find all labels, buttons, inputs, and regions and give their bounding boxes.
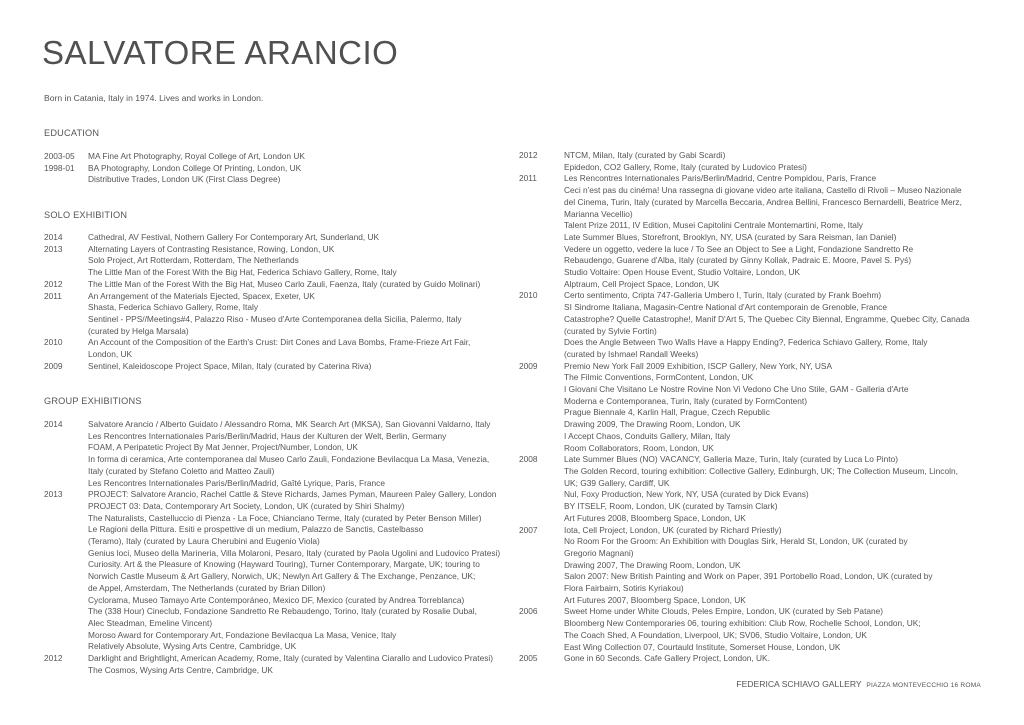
entry-text: MA Fine Art Photography, Royal College of Art, London UK [88,151,305,161]
entry-year: 2012 [44,653,63,664]
entry-text: Late Summer Blues (NO) VACANCY, Galleria Maze, Turin, Italy (curated by Luca Lo Pinto) [564,454,899,465]
entry-year [44,454,88,466]
entry-text: PROJECT: Salvatore Arancio, Rachel Cattle & Steve Richards, James Pyman, Maureen Paley Gallery, London [88,489,497,500]
cv-entry [519,337,989,349]
cv-entry [44,244,510,256]
cv-entry [519,314,989,326]
cv-entry [519,454,989,466]
cv-entry [519,606,989,618]
entry-text: Les Rencontres Internationales Paris/Berlin/Madrid, Gaîté Lyrique, Paris, France [88,477,385,488]
entry-text: The Filmic Conventions, FormContent, London, UK [564,372,754,383]
cv-entry [44,326,510,338]
entry-text: Ceci n'est pas du cinéma! Una rassegna di giovane video arte italiana, Castello di Rivoli – Museo Nazionale [564,185,962,196]
entry-text: Flora Fairbairn, Sotiris Kyriakou) [564,583,684,594]
entry-year [519,220,564,232]
entry-year [519,443,564,455]
cv-entry [44,489,510,501]
cv-entry [519,290,989,302]
entry-year [519,244,564,256]
cv-entry [519,466,989,478]
cv-entry [44,653,510,665]
entry-text: Art Futures 2007, Bloomberg Space, London, UK [564,594,746,605]
entry-text: Relatively Absolute, Wysing Arts Centre, Cambridge, UK [88,641,297,652]
cv-entry [44,279,510,291]
entry-text: Salvatore Arancio / Alberto Guidato / Alessandro Roma, MK Search Art (MKSA), San Giovanni Valdarno, Italy [88,419,491,429]
cv-entry [44,548,510,560]
entry-year [519,372,564,384]
entry-year: 2009 [519,360,538,371]
entry-year [44,442,88,454]
entry-year: 2013 [44,489,63,500]
entry-text: Art Futures 2008, Bloomberg Space, London, UK [564,512,746,523]
cv-entry [44,255,510,267]
entry-text: Drawing 2009, The Drawing Room, London, UK [564,419,741,430]
cv-entry [44,583,510,595]
entry-text: Darklight and Brightlight, American Academy, Rome, Italy (curated by Valentina Ciarallo and Ludovico Pratesi) [88,653,494,664]
entry-text: (curated by Helga Marsala) [88,325,189,336]
entry-text: I Giovani Che Visitano Le Nostre Rovine Non Vi Vedono Che Uno Stile, GAM - Galleria d'Arte [564,384,909,395]
cv-entry [519,173,989,185]
entry-year [519,513,564,525]
entry-year: 1998-01 [44,162,75,173]
education-heading: EDUCATION [44,128,100,138]
entry-year [519,489,564,501]
gallery-footer [736,679,981,689]
entry-year [44,548,88,560]
entry-text: Sentinel, Kaleidoscope Project Space, Milan, Italy (curated by Caterina Riva) [88,360,372,371]
entry-text: SI Sindrome Italiana, Magasin-Centre National d'Art contemporain de Grenoble, France [564,302,887,313]
entry-year [44,267,88,279]
cv-entry [519,525,989,537]
cv-entry [44,595,510,607]
cv-entry [519,220,989,232]
entry-year [519,407,564,419]
entry-year: 2010 [44,337,63,348]
entry-text: Sweet Home under White Clouds, Peles Empire, London, UK (curated by Seb Patane) [564,606,884,617]
entry-year: 2011 [519,173,537,184]
entry-text: Iota, Cell Project, London, UK (curated by Richard Priestly) [564,524,782,535]
cv-entry [519,560,989,572]
entry-year: 2011 [44,290,62,301]
entry-year [44,314,88,326]
cv-entry [44,524,510,536]
entry-text: The Cosmos, Wysing Arts Centre, Cambridge, UK [88,664,273,675]
cv-entry [519,244,989,256]
entry-year [519,384,564,396]
entry-text: I Accept Chaos, Conduits Gallery, Milan, Italy [564,430,731,441]
cv-entry [44,163,510,175]
entry-text: No Room For the Groom: An Exhibition with Douglas Sirk, Herald St, London, UK (curated by [564,536,908,547]
entry-year [44,513,88,525]
cv-entry [519,384,989,396]
entry-year [519,501,564,513]
cv-entry [44,349,510,361]
entry-year [519,185,564,197]
entry-year: 2005 [519,653,538,664]
entry-text: Drawing 2007, The Drawing Room, London, UK [564,559,741,570]
entry-text: The (338 Hour) Cineclub, Fondazione Sandretto Re Rebaudengo, Torino, Italy (curated by Rosalie Dubal, [88,606,477,617]
cv-entry [44,478,510,490]
entry-year [44,641,88,653]
entry-year [519,595,564,607]
entry-text: Rebaudengo, Guarene d'Alba, Italy (curated by Ginny Kollak, Padraic E. Moore, Pavel S. Pyś) [564,255,912,266]
cv-entry [519,618,989,630]
cv-entry [519,279,989,291]
entry-year [44,571,88,583]
entry-text: Premio New York Fall 2009 Exhibition, ISCP Gallery, New York, NY, USA [564,360,833,371]
cv-entry [519,583,989,595]
entry-text: Late Summer Blues, Storefront, Brooklyn, NY, USA (curated by Sara Reisman, Ian Daniel) [564,231,897,242]
entry-text: del Cinema, Turin, Italy (curated by Marcella Beccaria, Andrea Bellini, Francesco Bernardelli, Beatrice Merz, [564,196,962,207]
entry-year: 2014 [44,419,63,429]
entry-text: Talent Prize 2011, IV Edition, Musei Capitolini Centrale Montemartini, Rome, Italy [564,220,863,231]
cv-entry [519,536,989,548]
cv-entry [519,232,989,244]
entry-text: PROJECT 03: Data, Contemporary Art Society, London, UK (curated by Shiri Shalmy) [88,500,405,511]
cv-entry [44,454,510,466]
entry-year [519,571,564,583]
cv-entry [519,431,989,443]
entry-year [519,337,564,349]
entry-text: Sentinel - PPS//Meetings#4, Palazzo Riso - Museo d'Arte Contemporanea della Sicilia, Palermo, Italy [88,313,462,324]
group-exhibitions-list-right [519,150,989,665]
entry-year [44,665,88,677]
cv-entry [519,642,989,654]
entry-year [44,630,88,642]
entry-year [44,349,88,361]
entry-text: Norwich Castle Museum & Art Gallery, Norwich, UK; Newlyn Art Gallery & The Exchange, Penzance, UK; [88,571,476,582]
entry-year [44,595,88,607]
entry-year [519,618,564,630]
cv-entry [519,162,989,174]
cv-entry [519,302,989,314]
entry-text: East Wing Collection 07, Courtauld Institute, Somerset House, London, UK [564,641,841,652]
entry-year: 2003-05 [44,151,75,161]
entry-text: Salon 2007: New British Painting and Work on Paper, 391 Portobello Road, London, UK (curated by [564,571,933,582]
cv-entry [519,630,989,642]
entry-year [519,314,564,326]
group-exhibitions-list-left [44,419,510,676]
cv-entry [519,361,989,373]
cv-entry [44,501,510,513]
entry-year [44,524,88,536]
entry-text: The Little Man of the Forest With the Big Hat, Museo Carlo Zauli, Faenza, Italy (curated by Guido Molinari) [88,278,481,289]
entry-text: BY ITSELF, Room, London, UK (curated by Tamsin Clark) [564,501,778,512]
cv-entry [44,291,510,303]
entry-year [44,174,88,186]
cv-entry [44,337,510,349]
entry-text: Les Rencontres Internationales Paris/Berlin/Madrid, Haus der Kulturen der Welt, Berlin, Germany [88,430,447,441]
cv-entry [519,595,989,607]
cv-entry [519,548,989,560]
cv-entry [44,571,510,583]
entry-year: 2009 [44,360,63,371]
entry-text: Bloomberg New Contemporaries 06, touring exhibition: Club Row, Rochelle School, London, UK; [564,618,921,629]
entry-year [519,349,564,361]
entry-text: Les Rencontres Internationales Paris/Berlin/Madrid, Centre Pompidou, Paris, France [564,173,877,184]
cv-entry [519,653,989,665]
cv-entry [44,618,510,630]
entry-text: Cathedral, AV Festival, Nothern Gallery For Contemporary Art, Sunderland, UK [88,232,380,242]
cv-entry [44,466,510,478]
entry-text: Does the Angle Between Two Walls Have a Happy Ending?, Federica Schiavo Gallery, Rome, Italy [564,337,928,348]
entry-text: An Account of the Composition of the Earth's Crust: Dirt Cones and Lava Bombs, Frame-Frieze Art Fair, [88,337,471,348]
cv-entry [519,489,989,501]
entry-text: Le Ragioni della Pittura. Esiti e prospettive di un medium, Palazzo de Sanctis, Castelbasso [88,524,424,535]
solo-exhibition-list [44,232,510,372]
page-title: SALVATORE ARANCIO [42,34,399,71]
cv-entry [44,419,510,431]
cv-entry [44,151,510,163]
solo-exhibition-heading: SOLO EXHIBITION [44,210,128,220]
cv-entry [519,209,989,221]
entry-text: Studio Voltaire: Open House Event, Studio Voltaire, London, UK [564,267,801,278]
entry-text: Catastrophe? Quelle Catastrophe!, Manif D'Art 5, The Quebec City Biennal, Engramme, Quebec City, Canada [564,313,970,324]
entry-year [519,536,564,548]
cv-entry [519,443,989,455]
entry-text: Gone in 60 Seconds. Cafe Gallery Project, London, UK. [564,653,770,664]
entry-text: Gregorio Magnani) [564,547,634,558]
cv-entry [44,641,510,653]
entry-year [519,642,564,654]
cv-entry [519,185,989,197]
entry-text: Moderna e Contemporanea, Turin, Italy (curated by FormContent) [564,395,808,406]
entry-text: Alec Steadman, Emeline Vincent) [88,617,213,628]
entry-year [519,197,564,209]
footer-gallery-address: PIAZZA MONTEVECCHIO 16 ROMA [866,682,981,689]
entry-text: The Coach Shed, A Foundation, Liverpool, UK; SV06, Studio Voltaire, London, UK [564,629,867,640]
cv-entry [519,396,989,408]
cv-entry [519,513,989,525]
cv-entry [44,536,510,548]
entry-year [44,255,88,267]
entry-year [44,559,88,571]
cv-entry [44,606,510,618]
cv-entry [44,431,510,443]
cv-entry [519,326,989,338]
cv-entry [519,197,989,209]
entry-text: London, UK [88,349,133,360]
entry-text: Cyclorama, Museo Tamayo Arte Contemporáneo, Mexico DF, Mexico (curated by Andrea Torreblanca) [88,594,465,605]
cv-entry [44,361,510,373]
entry-year [519,232,564,244]
entry-year [44,583,88,595]
entry-text: Moroso Award for Contemporary Art, Fondazione Bevilacqua La Masa, Venice, Italy [88,629,397,640]
entry-year [519,478,564,490]
cv-entry [519,478,989,490]
education-list [44,151,510,186]
entry-year: 2008 [519,454,538,465]
entry-text: de Appel, Amsterdam, The Netherlands (curated by Brian Dillon) [88,582,326,593]
cv-entry [519,255,989,267]
entry-text: (Teramo), Italy (curated by Laura Cherubini and Eugenio Viola) [88,536,320,547]
entry-text: Vedere un oggetto, vedere la luce / To See an Object to See a Light, Fondazione Sandretto Re [564,243,914,254]
entry-text: An Arrangement of the Materials Ejected, Spacex, Exeter, UK [88,290,315,301]
entry-text: The Golden Record, touring exhibition: Collective Gallery, Edinburgh, UK; The Collection Museum, Lincoln, [564,465,958,476]
entry-year [519,209,564,221]
entry-year [519,431,564,443]
cv-entry [519,150,989,162]
entry-year [44,326,88,338]
cv-entry [44,442,510,454]
entry-text: BA Photography, London College Of Printing, London, UK [88,162,302,173]
entry-year [519,279,564,291]
entry-year [44,536,88,548]
cv-entry [44,314,510,326]
entry-text: Epidedon, CO2 Gallery, Rome, Italy (curated by Ludovico Pratesi) [564,161,807,172]
entry-text: In forma di ceramica, Arte contemporanea dal Museo Carlo Zauli, Fondazione Bevilacqua La Masa, Venezia, [88,454,490,465]
entry-text: UK; G39 Gallery, Cardiff, UK [564,477,670,488]
entry-text: The Naturalists, Castelluccio di Pienza - La Foce, Chianciano Terme, Italy (curated by Peter Benson Miller) [88,512,482,523]
entry-year [44,431,88,443]
cv-entry [519,267,989,279]
cv-entry [519,372,989,384]
cv-entry [44,665,510,677]
entry-year [44,302,88,314]
entry-text: The Little Man of the Forest With the Big Hat, Federica Schiavo Gallery, Rome, Italy [88,267,397,278]
cv-entry [44,302,510,314]
footer-gallery-name: FEDERICA SCHIAVO GALLERY [736,679,862,689]
entry-text: NTCM, Milan, Italy (curated by Gabi Scardi) [564,150,726,160]
entry-year [519,302,564,314]
entry-year [44,501,88,513]
entry-year [519,583,564,595]
cv-entry [44,267,510,279]
cv-entry [519,407,989,419]
entry-text: (curated by Ishmael Randall Weeks) [564,348,699,359]
entry-text: Certo sentimento, Cripta 747-Galleria Umbero I, Turin, Italy (curated by Frank Boehm) [564,290,882,301]
entry-year [519,162,564,174]
entry-year [519,466,564,478]
entry-text: Italy (curated by Stefano Coletto and Matteo Zauli) [88,465,275,476]
cv-entry [44,232,510,244]
entry-year [519,255,564,267]
entry-year [519,630,564,642]
entry-year: 2006 [519,606,538,617]
entry-year [519,548,564,560]
entry-text: Distributive Trades, London UK (First Class Degree) [88,174,281,185]
cv-entry [44,513,510,525]
entry-year: 2014 [44,232,63,242]
cv-entry [44,630,510,642]
cv-entry [519,419,989,431]
entry-year [519,396,564,408]
entry-text: Alptraum, Cell Project Space, London, UK [564,278,720,289]
entry-year [519,267,564,279]
entry-text: (curated by Sylvie Fortin) [564,325,657,336]
cv-entry [519,571,989,583]
entry-year [519,419,564,431]
entry-text: Room Collaborators, Room, London, UK [564,442,714,453]
cv-entry [44,559,510,571]
entry-text: Shasta, Federica Schiavo Gallery, Rome, Italy [88,302,259,313]
entry-year: 2007 [519,524,538,535]
entry-year: 2012 [44,278,63,289]
cv-entry [519,349,989,361]
entry-year [44,606,88,618]
entry-year: 2012 [519,150,538,160]
entry-text: Solo Project, Art Rotterdam, Rotterdam, The Netherlands [88,255,299,266]
bio-text: Born in Catania, Italy in 1974. Lives and works in London. [44,93,264,103]
entry-year [44,466,88,478]
group-exhibitions-heading: GROUP EXHIBITIONS [44,396,142,406]
entry-text: Curiosity. Art & the Pleasure of Knowing (Hayward Touring), Turner Contemporary, Margate, UK; touring to [88,559,480,570]
entry-text: Alternating Layers of Contrasting Resistance, Rowing, London, UK [88,243,335,254]
entry-text: Genius loci, Museo della Marineria, Villa Molaroni, Pesaro, Italy (curated by Paola Ugolini and Ludovico Pratesi) [88,547,501,558]
entry-text: FOAM, A Peripatetic Project By Mat Jenner, Project/Number, London, UK [88,442,358,453]
entry-text: Nul, Foxy Production, New York, NY, USA (curated by Dick Evans) [564,489,809,500]
cv-entry [44,174,510,186]
entry-year: 2013 [44,243,63,254]
entry-year: 2010 [519,290,538,301]
entry-text: Prague Biennale 4, Karlin Hall, Prague, Czech Republic [564,407,770,418]
cv-entry [519,501,989,513]
entry-year [44,478,88,490]
entry-year [44,618,88,630]
entry-text: Marianna Vecellio) [564,208,633,219]
entry-year [519,326,564,338]
entry-year [519,560,564,572]
